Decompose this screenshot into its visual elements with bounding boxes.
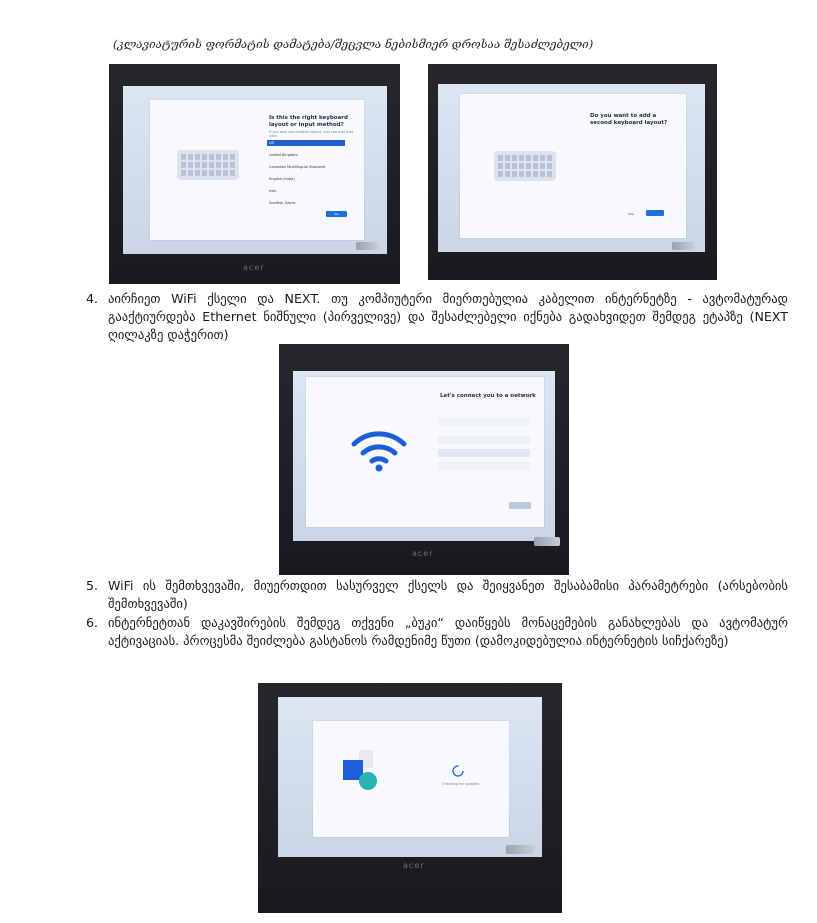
screenshot-keyboard-layout bbox=[109, 64, 400, 284]
keyboard-question-title: Is this the right keyboard layout or input method? bbox=[269, 115, 348, 128]
network-item[interactable] bbox=[438, 436, 530, 444]
skip-button[interactable]: Skip bbox=[628, 212, 635, 216]
item-number: 6. bbox=[86, 615, 99, 630]
network-ethernet[interactable] bbox=[438, 418, 530, 426]
acer-logo: acer bbox=[403, 861, 425, 870]
list-item-5 bbox=[86, 577, 806, 613]
item-text: ინტერნეტთან დაკავშირების შემდეგ თქვენი „ბუკი“ დაიწყებს მონაცემების განახლებას და ავტომატურ აქტივაციას. პროცესმა შეიძლება გასტანოს რამდენიმე წუთი (დამოკიდებულია ინტერნეტის სიჩქარეზე) bbox=[108, 615, 788, 648]
item-number: 5. bbox=[86, 578, 99, 593]
keyboard-illustration bbox=[177, 150, 239, 180]
next-button[interactable] bbox=[509, 502, 531, 509]
layout-option[interactable]: United Kingdom bbox=[269, 153, 298, 157]
layout-option[interactable]: Irish bbox=[269, 189, 277, 193]
windows-illustration bbox=[343, 750, 383, 790]
keyboard-note: (კლავიატურის ფორმატის დამატება/შეცვლა ნებისმიერ დროსაა შესაძლებელი) bbox=[113, 37, 594, 51]
layout-option-us[interactable]: US bbox=[267, 140, 345, 146]
screenshot-updates bbox=[258, 683, 562, 913]
checking-updates-text: Checking for updates bbox=[442, 782, 480, 786]
add-layout-button[interactable] bbox=[646, 210, 664, 216]
layout-option[interactable]: English (India) bbox=[269, 177, 295, 181]
laptop-sticker bbox=[534, 537, 560, 546]
acer-logo: acer bbox=[412, 549, 434, 558]
wifi-icon bbox=[350, 428, 408, 472]
item-text: WiFi ის შემთხვევაში, მიუერთდით სასურველ ქსელს და შეიყვანეთ შესაბამისი პარამეტრები (არსებობის შემთხვევაში) bbox=[108, 578, 788, 611]
list-item-4 bbox=[86, 290, 806, 346]
laptop-sticker bbox=[672, 242, 694, 250]
screenshot-network bbox=[279, 344, 569, 575]
keyboard-question-subtitle: If you also use another layout, you can add that next. bbox=[269, 130, 354, 138]
item-number: 4. bbox=[86, 291, 99, 306]
laptop-sticker bbox=[356, 242, 378, 250]
layout-option[interactable]: Scottish Gaelic bbox=[269, 201, 296, 205]
yes-button[interactable]: Yes bbox=[326, 211, 347, 217]
keyboard-illustration bbox=[494, 151, 556, 181]
layout-option[interactable]: Canadian Multilingual Standard bbox=[269, 165, 326, 169]
screenshot-second-layout bbox=[428, 64, 717, 280]
laptop-sticker bbox=[506, 845, 534, 854]
item-text: აირჩიეთ WiFi ქსელი და NEXT. თუ კომპიუტერი მიერთებულია კაბელით ინტერნეტზე - ავტომატურად გააქტიურდება Ethernet ნიშნული (პირველივე) და შესაძლებელი იქნება გადახვიდეთ შემდეგ ეტაპზე (NEXT ღილაკზე დაჭერით) bbox=[108, 291, 788, 342]
second-layout-title: Do you want to add a second keyboard layout? bbox=[590, 113, 668, 126]
loading-spinner-icon bbox=[451, 764, 465, 778]
network-item[interactable] bbox=[438, 462, 530, 470]
network-title: Let's connect you to a network bbox=[440, 393, 536, 399]
acer-logo: acer bbox=[243, 263, 265, 272]
network-item-selected[interactable] bbox=[438, 449, 530, 457]
list-item-6 bbox=[86, 614, 806, 670]
